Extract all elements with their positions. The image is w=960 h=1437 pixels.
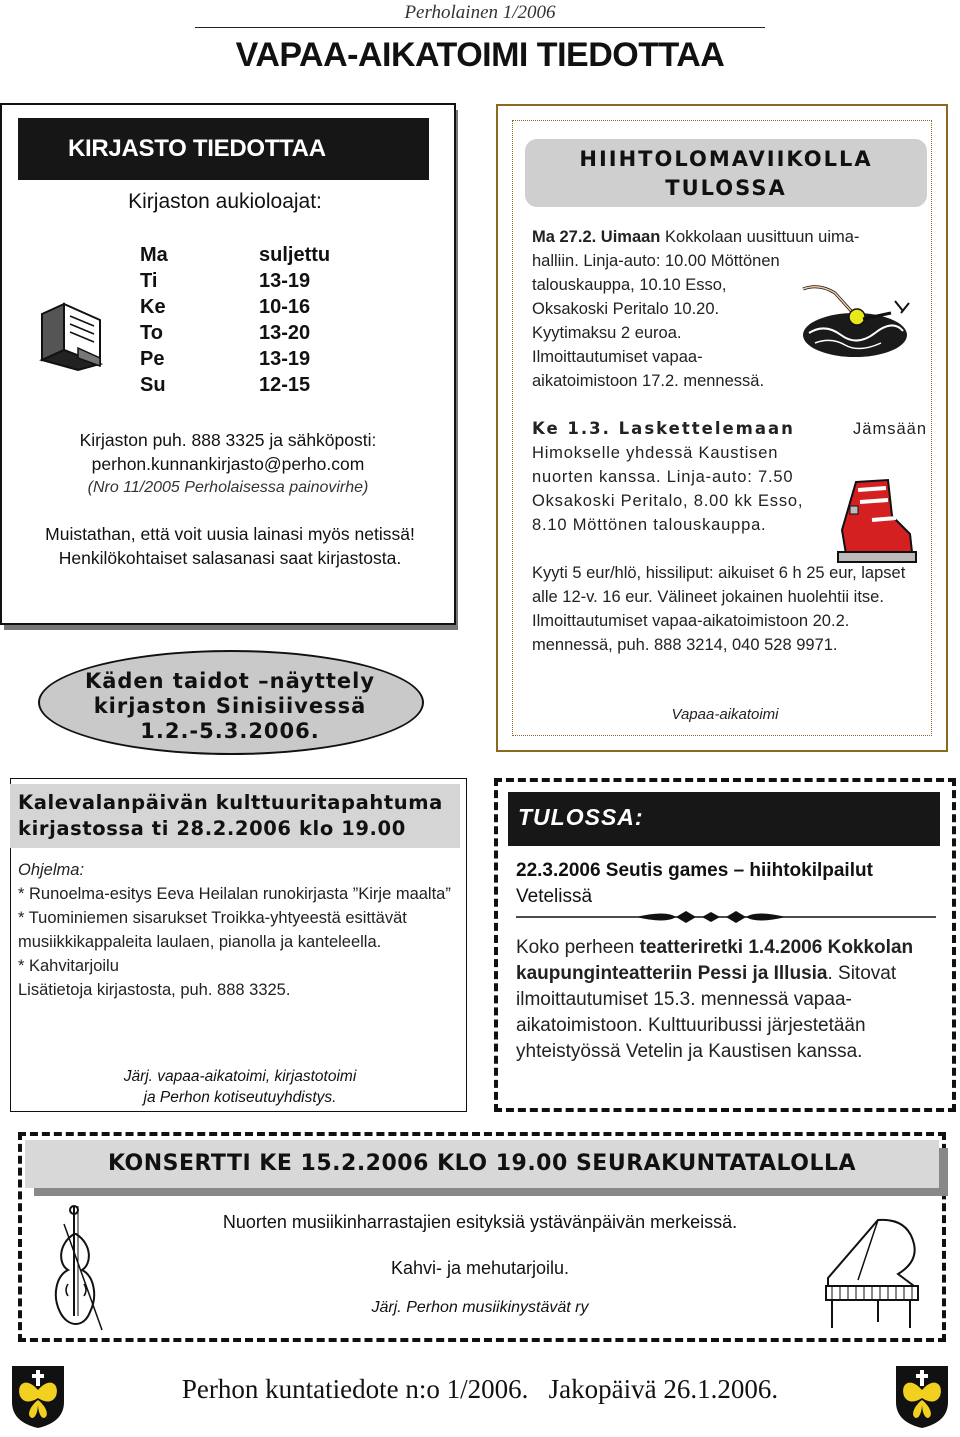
hours-time: 13-19: [259, 348, 311, 370]
hours-day: Ti: [140, 270, 158, 292]
header-rule: [195, 27, 765, 28]
theatre-intro: Koko perheen: [516, 937, 640, 958]
upcoming-heading: TULOSSA:: [508, 792, 940, 846]
swimmer-icon: [795, 283, 913, 365]
contact-line: Kirjaston puh. 888 3325 ja sähköposti:: [79, 430, 377, 450]
ski-heading-line1: HIIHTOLOMAVIIKOLLA: [579, 147, 873, 171]
program-item: * Tuominiemen sisarukset Troikka-yhtyeestä esittävät musiikkikappaleita laulaen, pianolla ja kanteleella.: [18, 909, 407, 951]
downhill-trip-title: Ke 1.3. Laskettelemaan: [532, 419, 795, 438]
ski-boot-icon: [832, 476, 918, 568]
swim-trip-first-text: Kokkolaan uusittuun uima-: [660, 228, 860, 246]
concert-organizer: Järj. Perhon musiikinystävät ry: [371, 1299, 589, 1316]
program-label: Ohjelma:: [18, 861, 85, 879]
kalevala-info: Lisätietoja kirjastosta, puh. 888 3325.: [18, 981, 291, 999]
exhibition-line2: kirjaston Sinisiivessä: [93, 694, 367, 718]
kalevala-signature: [60, 1066, 420, 1108]
upcoming-event-games: [516, 858, 936, 910]
upcoming-event-theatre: [516, 935, 936, 1065]
page-title: VAPAA-AIKATOIMI TIEDOTTAA: [235, 36, 725, 74]
exhibition-text: [60, 669, 400, 744]
swim-trip-first-line: [532, 225, 927, 249]
hours-time: 12-15: [259, 374, 311, 396]
downhill-trip-destination: Jämsään: [853, 420, 927, 438]
kalevala-heading: Kalevalanpäivän kulttuuritapahtuma kirjastossa ti 28.2.2006 klo 19.00: [10, 784, 460, 848]
library-email-link[interactable]: perhon.kunnankirjasto@perho.com: [91, 454, 365, 474]
games-location: Vetelissä: [516, 886, 593, 907]
coat-of-arms-left-icon: [10, 1364, 66, 1430]
kalevala-sign-line2: ja Perhon kotiseutuyhdistys.: [143, 1089, 337, 1106]
swim-trip-text: halliin. Linja-auto: 10.00 Möttönen talouskauppa, 10.10 Esso, Oksakoski Peritalo 10.20. Kyytimaksu 2 euroa. Ilmoittautumiset vapaa-aikatoimistoon 17.2. mennessä.: [532, 252, 780, 390]
kalevala-body: [18, 858, 458, 1002]
swim-trip-title: Ma 27.2. Uimaan: [532, 228, 661, 246]
hours-title: Kirjaston aukioloajat:: [128, 190, 322, 213]
program-item: * Runoelma-esitys Eeva Heilalan runokirjasta ”Kirje maalta”: [18, 885, 451, 903]
concert-line1: Nuorten musiikinharrastajien esityksiä ystävänpäivän merkeissä.: [222, 1212, 738, 1232]
hours-time: 10-16: [259, 296, 311, 318]
ornament-divider: [516, 908, 936, 926]
ski-heading-line2: TULOSSA: [665, 176, 787, 200]
library-contact: [18, 428, 438, 500]
piano-icon: [818, 1214, 930, 1334]
coat-of-arms-right-icon: [894, 1364, 950, 1430]
hours-time: 13-20: [259, 322, 311, 344]
hours-day: Pe: [140, 348, 165, 370]
concert-line2: Kahvi- ja mehutarjoilu.: [390, 1258, 570, 1278]
downhill-trip-text: Himokselle yhdessä Kaustisen nuorten kanssa. Linja-auto: 7.50 Oksakoski Peritalo, 8.00 kk Esso, 8.10 Möttönen talouskauppa.: [532, 444, 804, 534]
exhibition-line1: Käden taidot –näyttely: [84, 669, 376, 693]
hours-day: To: [140, 322, 163, 344]
footer-text: Perhon kuntatiedote n:o 1/2006. Jakopäivä 26.1.2006.: [181, 1374, 779, 1404]
ski-heading: [525, 139, 927, 207]
hours-time: suljettu: [259, 244, 331, 266]
issue-label: Perholainen 1/2006: [404, 2, 556, 23]
book-icon: [34, 300, 110, 372]
hours-day: Ke: [140, 296, 166, 318]
erratum-note: (Nro 11/2005 Perholaisessa painovirhe): [87, 479, 369, 496]
ski-signature: Vapaa-aikatoimi: [671, 706, 779, 723]
games-title: 22.3.2006 Seutis games – hiihtokilpailut: [516, 860, 873, 881]
hours-day: Ma: [140, 244, 168, 266]
program-item: * Kahvitarjoilu: [18, 957, 119, 975]
online-renewal-text: Muistathan, että voit uusia lainasi myös netissä! Henkilökohtaiset salasanasi saat kirjastosta.: [45, 524, 415, 568]
hours-time: 13-19: [259, 270, 311, 292]
concert-title: KONSERTTI KE 15.2.2006 KLO 19.00 SEURAKUNTATALOLLA: [107, 1151, 857, 1176]
kalevala-sign-line1: Järj. vapaa-aikatoimi, kirjastotoimi: [123, 1068, 357, 1085]
exhibition-line3: 1.2.-5.3.2006.: [140, 719, 320, 743]
violin-icon: [44, 1204, 106, 1334]
downhill-trip-first-line: [532, 417, 927, 441]
downhill-trip-details: Kyyti 5 eur/hlö, hissiliput: aikuiset 6 h 25 eur, lapset alle 12-v. 16 eur. Välineet jokainen huolehtii itse. Ilmoittautumiset vapaa-aikatoimistoon 20.2. mennessä, puh. 888 3214, 040 528 9971.: [532, 564, 906, 654]
hours-day: Su: [140, 374, 166, 396]
library-heading: KIRJASTO TIEDOTTAA: [18, 118, 429, 180]
theatre-details: . Sitovat ilmoittautumiset 15.3. mennessä vapaa-aikatoimistoon. Kulttuuribussi järjestetään yhteistyössä Vetelin ja Kaustisen kanssa.: [516, 963, 897, 1062]
theatre-title: teatteriretki 1.4.2006 Kokkolan kaupunginteatteriin Pessi ja Illusia: [516, 937, 914, 984]
